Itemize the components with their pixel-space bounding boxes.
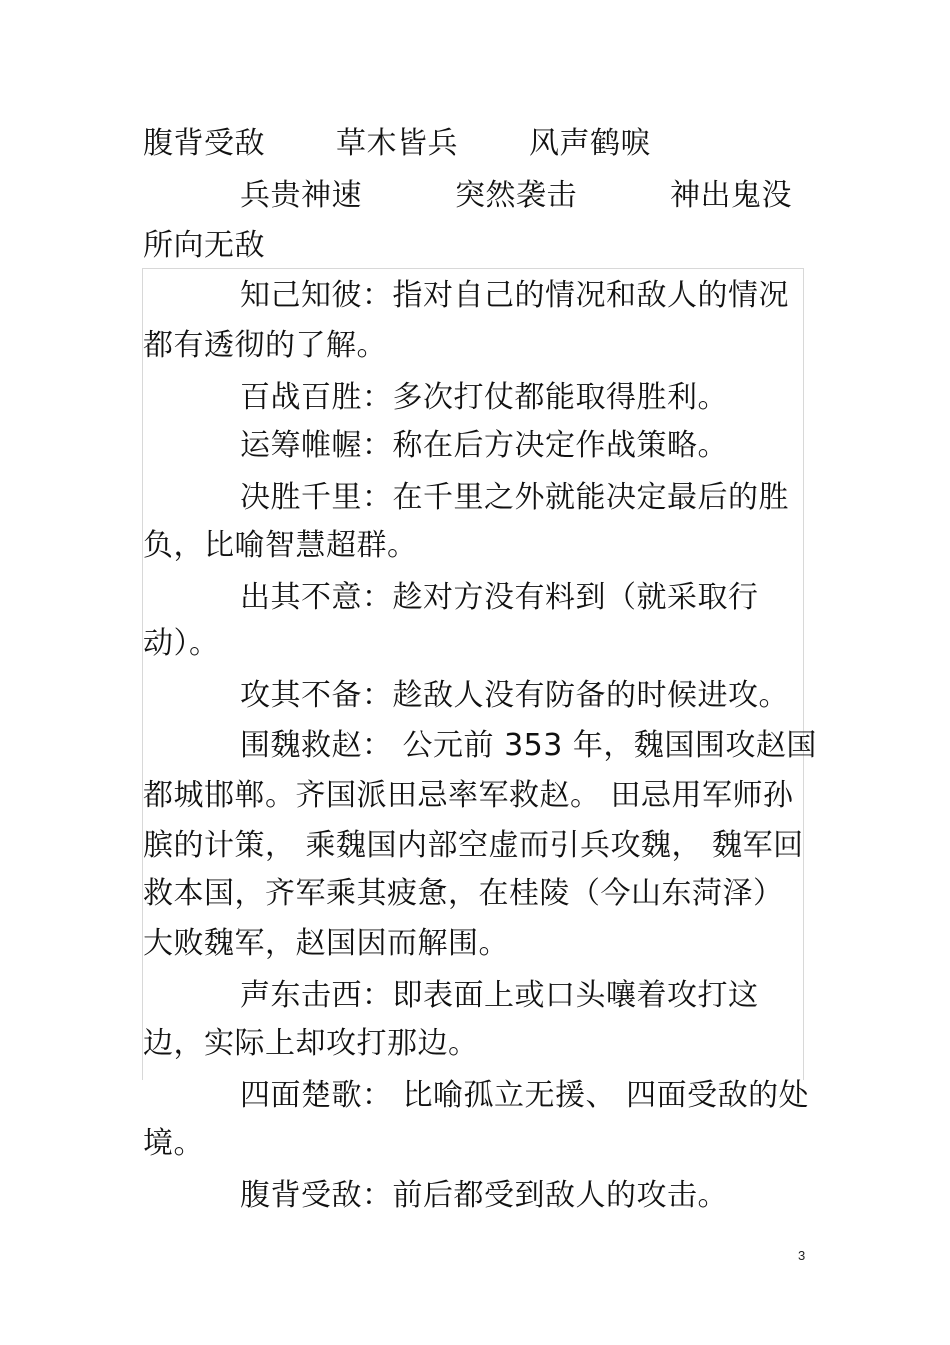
idiom-row-3: 所向无敌 <box>143 228 265 263</box>
definition-line: 运筹帷幄：称在后方决定作战策略。 <box>240 428 728 463</box>
definition-line: 膑的计策， 乘魏国内部空虚而引兵攻魏， 魏军回 <box>143 828 804 863</box>
idiom-row-1-c: 风声鹤唳 <box>529 126 651 161</box>
idiom-row-2-c: 神出鬼没 <box>670 178 792 213</box>
definition-line: 围魏救赵： 公元前 353 年，魏国围攻赵国 <box>240 728 817 763</box>
definition-line: 声东击西：即表面上或口头嚷着攻打这 <box>240 978 759 1013</box>
definition-line: 腹背受敌：前后都受到敌人的攻击。 <box>240 1178 728 1213</box>
idiom-row-1-a: 腹背受敌 <box>143 126 265 161</box>
definition-line: 救本国，齐军乘其疲惫，在桂陵（今山东菏泽） <box>143 876 784 911</box>
definition-line: 四面楚歌： 比喻孤立无援、 四面受敌的处 <box>240 1078 810 1113</box>
definition-line: 百战百胜：多次打仗都能取得胜利。 <box>240 380 728 415</box>
definition-line: 都城邯郸。齐国派田忌率军救赵。 田忌用军师孙 <box>143 778 794 813</box>
idiom-row-1-b: 草木皆兵 <box>336 126 458 161</box>
definition-line: 动）。 <box>143 626 220 661</box>
definition-line: 决胜千里：在千里之外就能决定最后的胜 <box>240 480 789 515</box>
definition-line: 都有透彻的了解。 <box>143 328 387 363</box>
page-number: 3 <box>798 1248 806 1263</box>
idiom-row-2-a: 兵贵神速 <box>240 178 362 213</box>
idiom-row-2-b: 突然袭击 <box>455 178 577 213</box>
definition-line: 负，比喻智慧超群。 <box>143 528 418 563</box>
definition-line: 知己知彼：指对自己的情况和敌人的情况 <box>240 278 789 313</box>
definition-line: 出其不意：趁对方没有料到（就采取行 <box>240 580 759 615</box>
definition-line: 境。 <box>143 1126 204 1161</box>
definition-line: 攻其不备：趁敌人没有防备的时候进攻。 <box>240 678 789 713</box>
definition-line: 边，实际上却攻打那边。 <box>143 1026 479 1061</box>
definition-line: 大败魏军，赵国因而解围。 <box>143 926 509 961</box>
